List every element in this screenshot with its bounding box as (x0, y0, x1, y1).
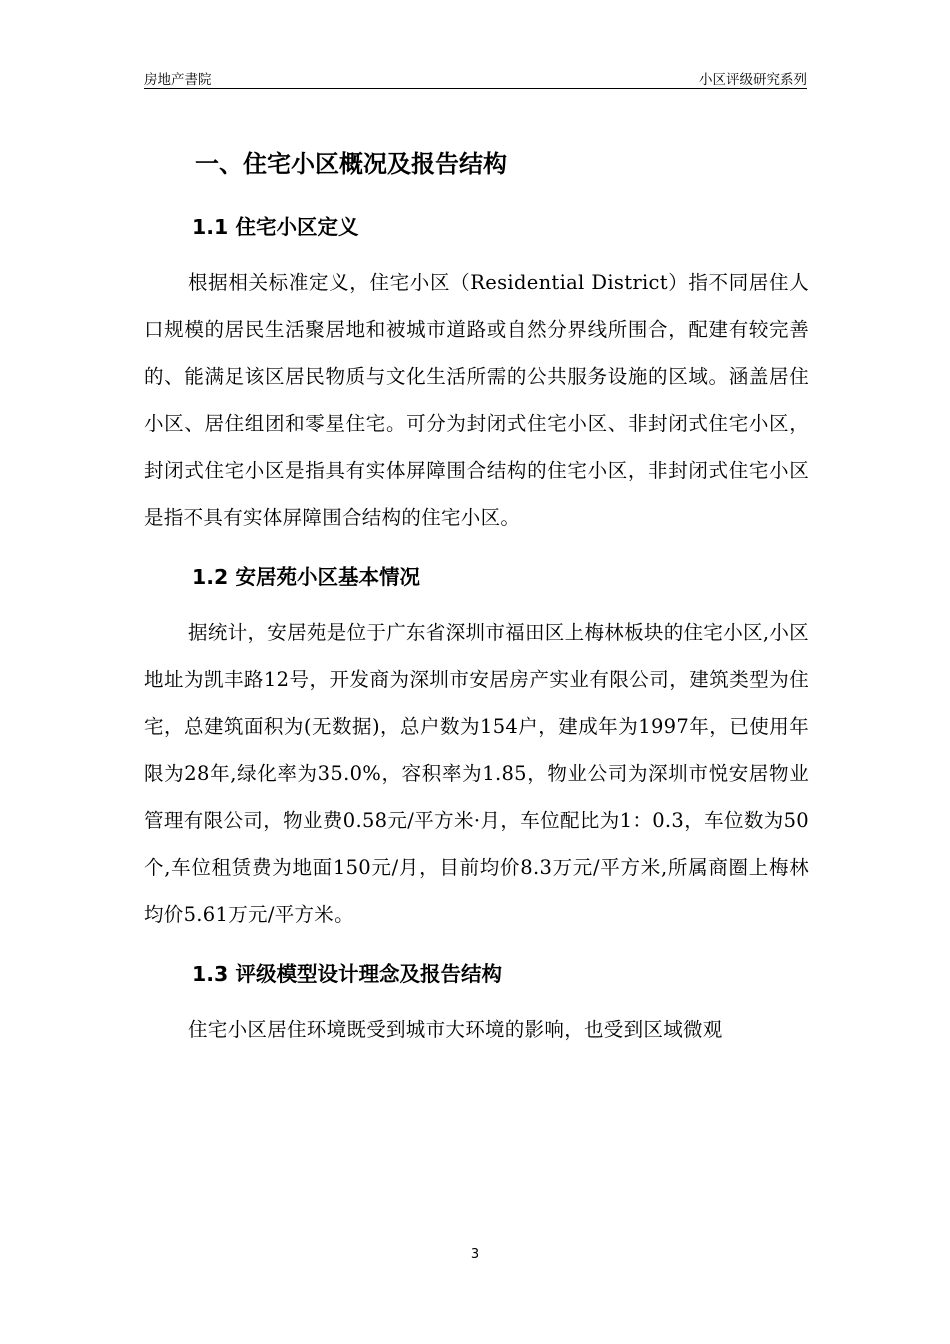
section-heading-1-1: 1.1 住宅小区定义 (192, 215, 359, 239)
paragraph-definition: 根据相关标准定义，住宅小区（Residential District）指不同居住人口规模的居民生活聚居地和被城市道路或自然分界线所围合，配建有较完善的、能满足该区居民物质与文化生活所需的公共服务设施的区域。涵盖居住小区、居住组团和零星住宅。可分为封闭式住宅小区、非封闭式住宅小区，封闭式住宅小区是指具有实体屏障围合结构的住宅小区，非封闭式住宅小区是指不具有实体屏障围合结构的住宅小区。 (144, 271, 809, 529)
section-heading-1-2: 1.2 安居苑小区基本情况 (192, 565, 420, 589)
paragraph-model-design: 住宅小区居住环境既受到城市大环境的影响，也受到区域微观 (188, 1018, 723, 1041)
header-series-title: 小区评级研究系列 (699, 72, 807, 88)
running-header (144, 66, 807, 89)
document-body (144, 136, 809, 1053)
header-publisher: 房地产書院 (144, 72, 212, 88)
page-number: 3 (470, 1247, 480, 1262)
paragraph-community-info: 据统计，安居苑是位于广东省深圳市福田区上梅林板块的住宅小区,小区地址为凯丰路12号，开发商为深圳市安居房产实业有限公司，建筑类型为住宅，总建筑面积为(无数据)，总户数为154户，建成年为1997年，已使用年限为28年,绿化率为35.0%，容积率为1.85，物业公司为深圳市悦安居物业管理有限公司，物业费0.58元/平方米·月，车位配比为1：0.3，车位数为50个,车位租赁费为地面150元/月，目前均价8.3万元/平方米,所属商圈上梅林均价5.61万元/平方米。 (144, 621, 809, 926)
chapter-heading: 一、住宅小区概况及报告结构 (195, 150, 507, 178)
section-heading-1-3: 1.3 评级模型设计理念及报告结构 (192, 962, 502, 986)
